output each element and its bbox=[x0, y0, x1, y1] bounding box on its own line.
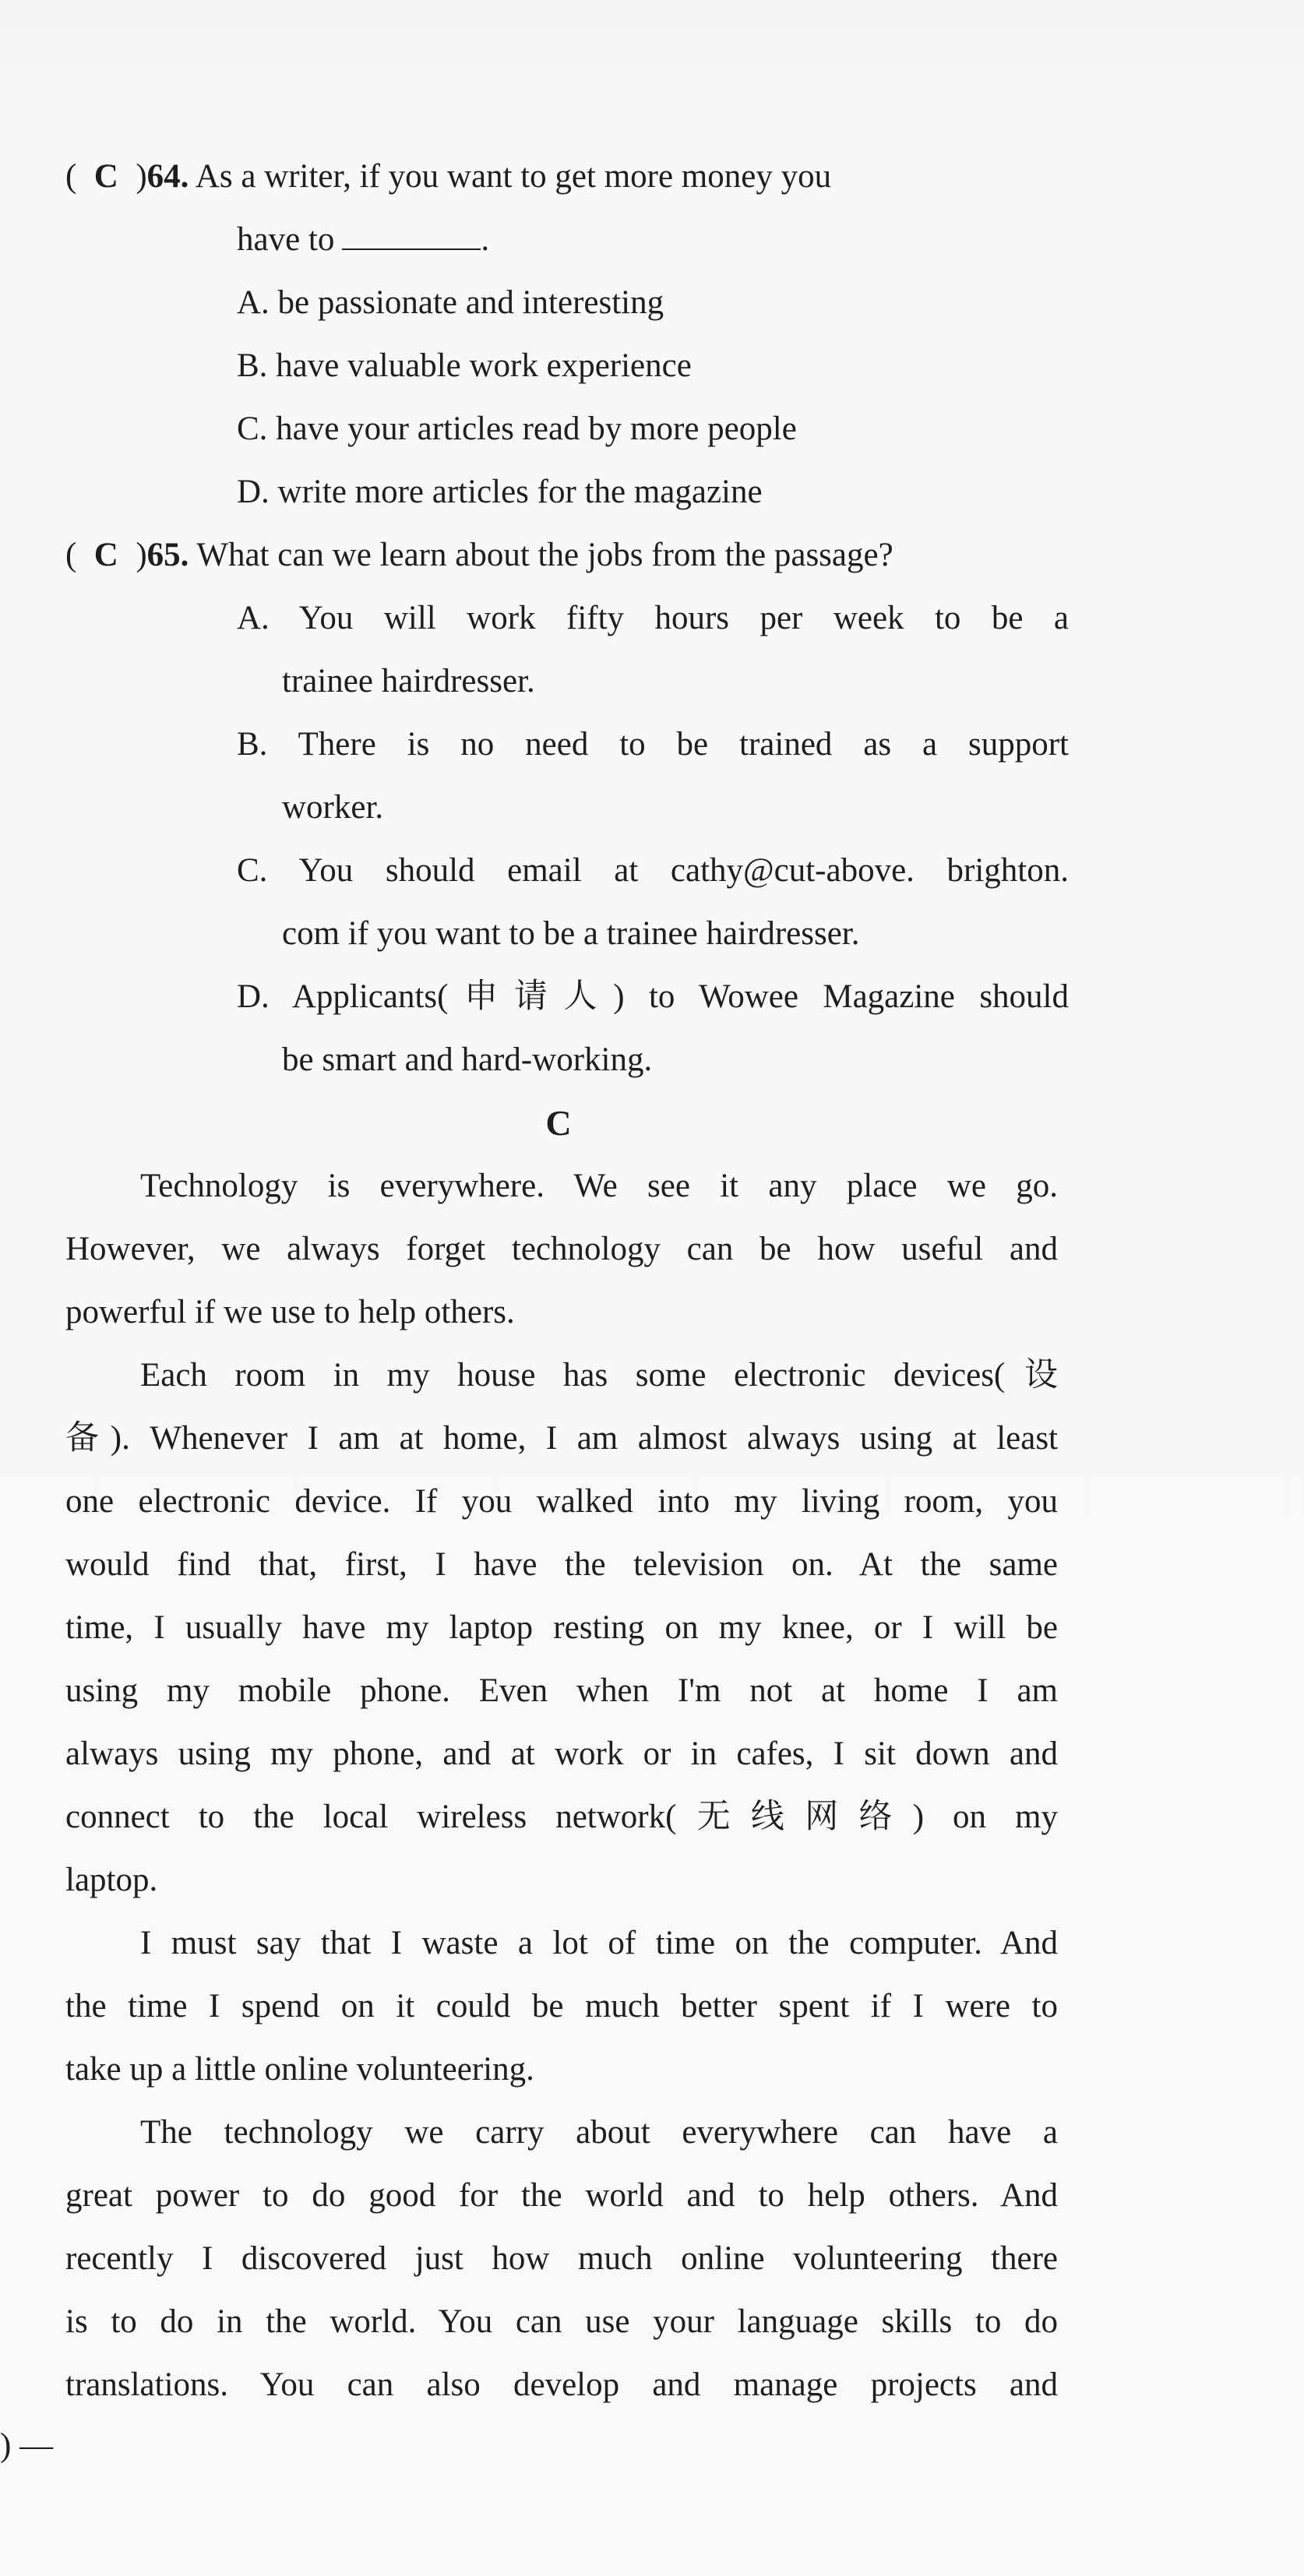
section-title: C bbox=[545, 1103, 572, 1143]
passage-line: would find that, first, I have the television on. At the same bbox=[65, 1546, 1058, 1583]
option-65-b: B. There is no need to be trained as a support bbox=[237, 726, 1069, 763]
option-64-c: C. have your articles read by more people bbox=[237, 411, 797, 447]
passage-line: translations. You can also develop and manage projects and bbox=[65, 2366, 1058, 2403]
option-64-a: A. be passionate and interesting bbox=[237, 284, 664, 321]
option-65-d: D. Applicants(申请人) to Wowee Magazine should bbox=[237, 978, 1069, 1015]
passage-line: I must say that I waste a lot of time on the computer. And bbox=[140, 1925, 1058, 1961]
page-footer-mark: ) — bbox=[0, 2427, 54, 2464]
passage-line: powerful if we use to help others. bbox=[65, 1294, 515, 1330]
passage-line: connect to the local wireless network(无线网络) on my bbox=[65, 1799, 1058, 1835]
passage-line: always using my phone, and at work or in cafes, I sit down and bbox=[65, 1736, 1058, 1772]
passage-line: 备). Whenever I am at home, I am almost always using at least bbox=[65, 1420, 1058, 1457]
passage-line: using my mobile phone. Even when I'm not at home I am bbox=[65, 1672, 1058, 1709]
question-number-65: 65. bbox=[146, 537, 189, 573]
passage-line: one electronic device. If you walked into my living room, you bbox=[65, 1483, 1058, 1520]
question-64-text: As a writer, if you want to get more money you bbox=[195, 158, 832, 195]
passage-line: recently I discovered just how much online volunteering there bbox=[65, 2240, 1058, 2277]
passage-line: take up a little online volunteering. bbox=[65, 2051, 534, 2088]
passage-line: However, we always forget technology can be how useful and bbox=[65, 1231, 1058, 1267]
option-64-d: D. write more articles for the magazine bbox=[237, 474, 763, 510]
option-65-a: A. You will work fifty hours per week to be a bbox=[237, 600, 1069, 636]
passage-line: Technology is everywhere. We see it any place we go. bbox=[140, 1168, 1058, 1204]
option-65-c-cont: com if you want to be a trainee hairdresser. bbox=[282, 915, 860, 952]
option-65-d-cont: be smart and hard-working. bbox=[282, 1041, 653, 1078]
answer-64: C bbox=[93, 158, 118, 195]
passage-line: great power to do good for the world and to help others. And bbox=[65, 2177, 1058, 2214]
answer-paren-close: ) bbox=[136, 158, 147, 195]
question-64-period: . bbox=[481, 221, 490, 258]
option-65-c: C. You should email at cathy@cut-above. brighton. bbox=[237, 852, 1069, 889]
passage-line: time, I usually have my laptop resting on my knee, or I will be bbox=[65, 1609, 1058, 1646]
question-64-stem bbox=[65, 153, 1078, 200]
question-64-text-cont: have to bbox=[237, 221, 335, 258]
passage-line: is to do in the world. You can use your language skills to do bbox=[65, 2303, 1058, 2340]
question-64-stem-cont bbox=[237, 217, 489, 263]
answer-paren-close: ) bbox=[136, 537, 147, 573]
answer-paren-open: ( bbox=[65, 158, 77, 195]
question-65-text: What can we learn about the jobs from the passage? bbox=[196, 537, 893, 573]
passage-line: Each room in my house has some electronic devices(设 bbox=[140, 1357, 1058, 1394]
option-65-b-cont: worker. bbox=[282, 789, 384, 826]
question-number-64: 64. bbox=[146, 158, 189, 195]
passage-line: laptop. bbox=[65, 1862, 158, 1898]
option-65-a-cont: trainee hairdresser. bbox=[282, 663, 535, 700]
question-65-stem bbox=[65, 532, 1078, 579]
option-64-b: B. have valuable work experience bbox=[237, 347, 692, 384]
answer-blank bbox=[342, 220, 481, 250]
answer-65: C bbox=[93, 537, 118, 573]
passage-line: the time I spend on it could be much better spent if I were to bbox=[65, 1988, 1058, 2025]
answer-paren-open: ( bbox=[65, 537, 77, 573]
passage-line: The technology we carry about everywhere can have a bbox=[140, 2114, 1058, 2151]
